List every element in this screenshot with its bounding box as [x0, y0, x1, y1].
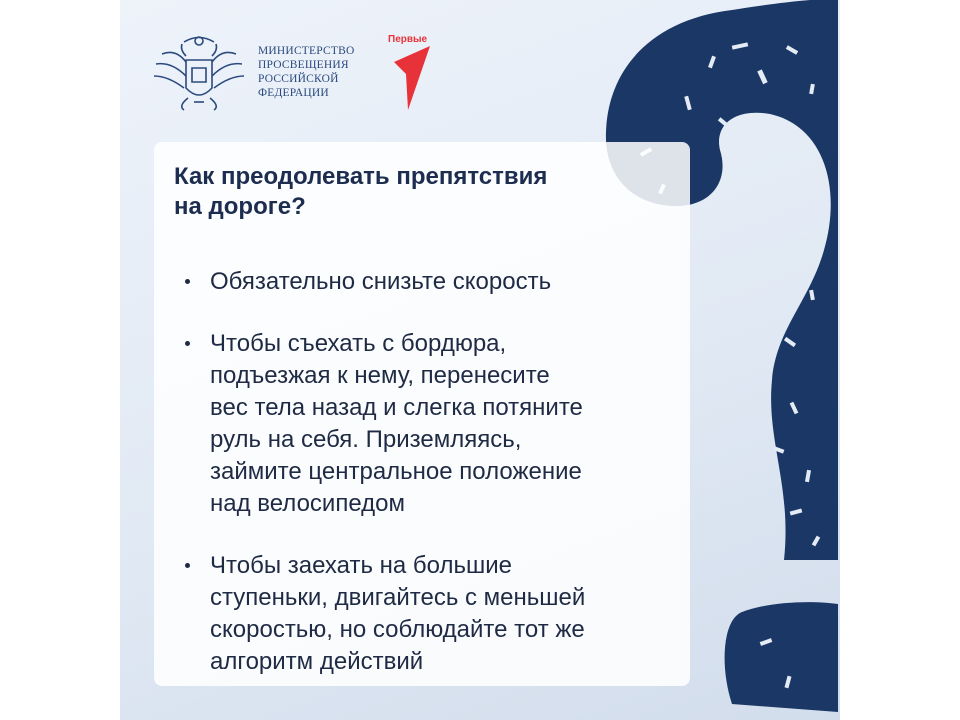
bullet-item [174, 550, 668, 678]
bullet-line: Чтобы съехать с бордюра, [210, 330, 507, 357]
bullet-dot [185, 279, 190, 284]
ministry-line: МИНИСТЕРСТВО [258, 45, 355, 57]
bullet-line: подъезжая к нему, перенесите [210, 362, 550, 389]
bullet-dot [185, 563, 190, 568]
bullet-line: Чтобы заехать на большие [210, 552, 512, 579]
bullet-line: займите центральное положение [210, 458, 582, 485]
ministry-line: ПРОСВЕЩЕНИЯ [258, 59, 349, 71]
bullet-item [174, 266, 668, 298]
card-title-line: на дороге? [174, 193, 306, 220]
bullet-dot [185, 341, 190, 346]
ministry-line: ФЕДЕРАЦИИ [258, 87, 329, 99]
bullet-list [174, 266, 668, 678]
ministry-line: РОССИЙСКОЙ [258, 73, 339, 85]
pervye-label: Первые [388, 34, 428, 45]
bullet-line: скоростью, но соблюдайте тот же [210, 616, 585, 643]
slide [120, 0, 840, 720]
bullet-line: над велосипедом [210, 490, 405, 517]
bullet-line: вес тела назад и слегка потяните [210, 394, 583, 421]
bullet-line: алгоритм действий [210, 648, 424, 675]
bullet-item [174, 328, 668, 520]
card-title [174, 162, 614, 222]
pervye-logo [388, 34, 438, 112]
info-card [154, 142, 690, 686]
pervye-arrow-logo-icon [388, 34, 438, 112]
double-headed-eagle-icon [150, 32, 248, 112]
card-title-line: Как преодолевать препятствия [174, 163, 548, 190]
bullet-line: руль на себя. Приземляясь, [210, 426, 522, 453]
ministry-name [258, 44, 378, 100]
bullet-line: Обязательно снизьте скорость [210, 268, 552, 295]
bullet-line: ступеньки, двигайтесь с меньшей [210, 584, 586, 611]
